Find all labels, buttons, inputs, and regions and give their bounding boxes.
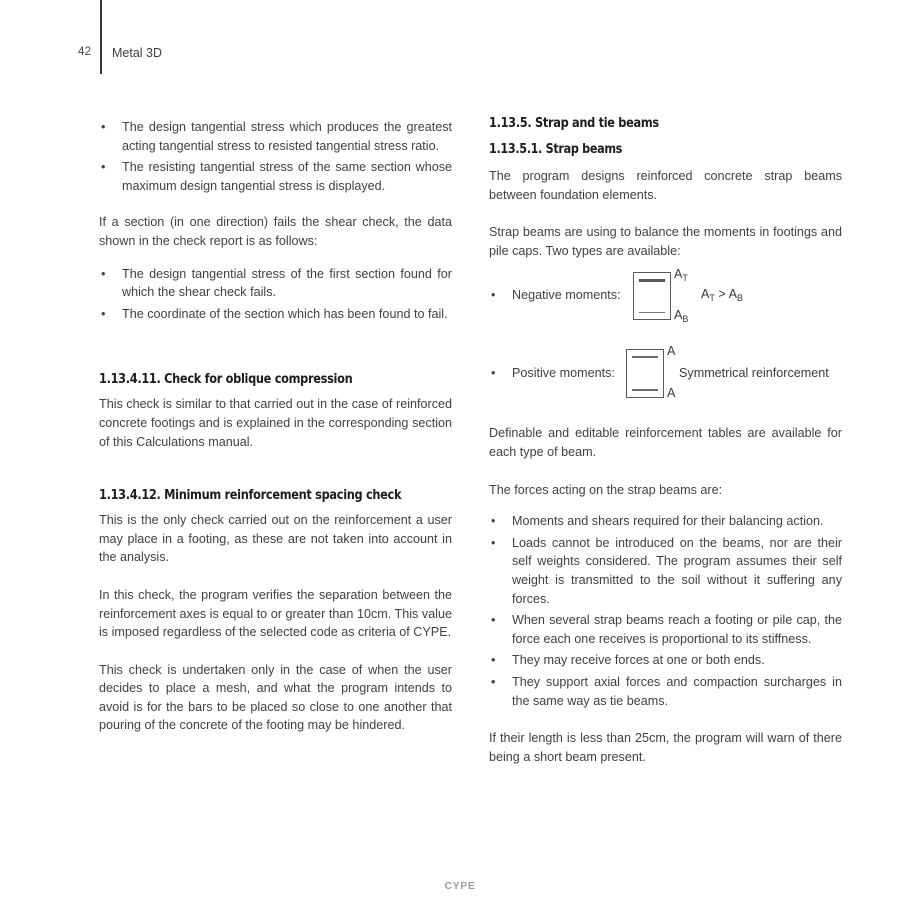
diagram-label: Negative moments: [512, 288, 621, 303]
top-reinforcement-bar [639, 279, 665, 281]
left-column [99, 118, 452, 735]
right-paragraph-1: The program designs reinforced concrete strap beams between foundation elements. [489, 169, 842, 202]
right-paragraph-5: If their length is less than 25cm, the program will warn of there being a short beam present. [489, 731, 842, 764]
bottom-reinforcement-bar [632, 389, 658, 391]
bullet-icon: • [491, 535, 496, 550]
bullet-icon: • [491, 366, 496, 381]
bullet-icon: • [491, 674, 496, 689]
bottom-reinforcement-bar [639, 312, 665, 314]
list-item-text: The resisting tangential stress of the same section whose maximum design tangential stress is displayed. [122, 160, 452, 193]
list-item-text: When several strap beams reach a footing or pile cap, the force each one receives is proportional to its stiffness. [512, 613, 842, 646]
heading-strap-beams: 1.13.5.1. Strap beams [489, 142, 623, 157]
heading-minimum-reinforcement-spacing: 1.13.4.12. Minimum reinforcement spacing check [99, 487, 402, 504]
list-item [99, 265, 452, 302]
page-footer [0, 876, 920, 894]
bullet-icon: • [491, 288, 496, 303]
right-paragraph-3: Definable and editable reinforcement tables are available for each type of beam. [489, 426, 842, 459]
symmetrical-reinforcement-annotation: Symmetrical reinforcement [679, 366, 829, 381]
bullet-icon: • [491, 653, 496, 668]
list-item [99, 305, 452, 324]
left-paragraph-4: In this check, the program verifies the separation between the reinforcement axes is equal to or greater than 10cm. This value is imposed regardless of the selected code as criteria of CYPE. [99, 587, 452, 640]
list-item [99, 158, 452, 195]
header-divider-rule [100, 0, 102, 74]
right-bullet-list-1 [489, 512, 842, 710]
list-item-text: They support axial forces and compaction surcharges in the same way as tie beams. [512, 674, 842, 708]
bullet-icon: • [101, 306, 106, 321]
diagram-positive-moments [489, 342, 842, 408]
list-item-text: The design tangential stress which produces the greatest acting tangential stress to resisted tangential stress ratio. [122, 120, 452, 153]
diagram-negative-moments [489, 264, 842, 330]
right-column [489, 115, 842, 766]
list-item [489, 673, 842, 710]
left-paragraph-3: This is the only check carried out on the reinforcement a user may place in a footing, as these are not taken into account in the analysis. [99, 513, 452, 565]
list-item [489, 534, 842, 608]
left-bullet-list-1 [99, 118, 452, 195]
beam-inequality-annotation: $A_T > A_B$ [701, 287, 743, 303]
footer-brand-mark: CYPE [444, 880, 476, 892]
diagram-label: Positive moments: [512, 366, 615, 381]
beam-section-rectangle-positive [626, 349, 664, 398]
bullet-icon: • [491, 613, 496, 628]
left-paragraph-5: This check is undertaken only in the case of when the user decides to place a mesh, and what the program intends to avoid is for the bars to be placed so close to one another that pouring of the concrete of the footing may be hindered. [99, 662, 452, 733]
left-paragraph-2: This check is similar to that carried out in the case of reinforced concrete footings and is explained in the corresponding section of this Calculations manual. [99, 397, 452, 449]
list-item-text: Loads cannot be introduced on the beams, nor are their self weights considered. The program assumes their self weight is transmitted to the soil without it suffering any forces. [512, 535, 842, 606]
left-bullet-list-2 [99, 265, 452, 324]
bullet-icon: • [101, 266, 106, 281]
list-item [489, 611, 842, 648]
bullet-icon: • [491, 514, 496, 529]
beam-bottom-area-label: $A_B$ [674, 308, 689, 324]
list-item-text: They may receive forces at one or both ends. [512, 653, 765, 668]
beam-section-rectangle-negative [633, 272, 671, 320]
list-item-text: The design tangential stress of the first section found for which the shear check fails. [122, 266, 452, 300]
heading-check-oblique-compression: 1.13.4.11. Check for oblique compression [99, 371, 353, 388]
heading-strap-and-tie-beams: 1.13.5. Strap and tie beams [489, 115, 659, 131]
list-item [99, 118, 452, 155]
beam-bottom-area-label: A [667, 386, 676, 401]
header-title: Metal 3D [112, 46, 163, 60]
top-reinforcement-bar [632, 356, 658, 358]
beam-top-area-label: A [667, 344, 676, 359]
beam-top-area-label: $A_T$ [674, 267, 688, 283]
page-number: 42 [78, 46, 92, 58]
right-paragraph-2: Strap beams are using to balance the moments in footings and pile caps. Two types are available: [489, 225, 842, 258]
bullet-icon: • [101, 160, 106, 175]
list-item-text: The coordinate of the section which has been found to fail. [122, 306, 448, 321]
bullet-icon: • [101, 120, 106, 134]
left-paragraph-1: If a section (in one direction) fails the shear check, the data shown in the check report is as follows: [99, 215, 452, 248]
list-item [489, 512, 842, 531]
list-item [489, 651, 842, 670]
beam-type-diagrams [489, 264, 842, 408]
right-paragraph-4: The forces acting on the strap beams are: [489, 482, 723, 497]
list-item-text: Moments and shears required for their balancing action. [512, 514, 824, 529]
